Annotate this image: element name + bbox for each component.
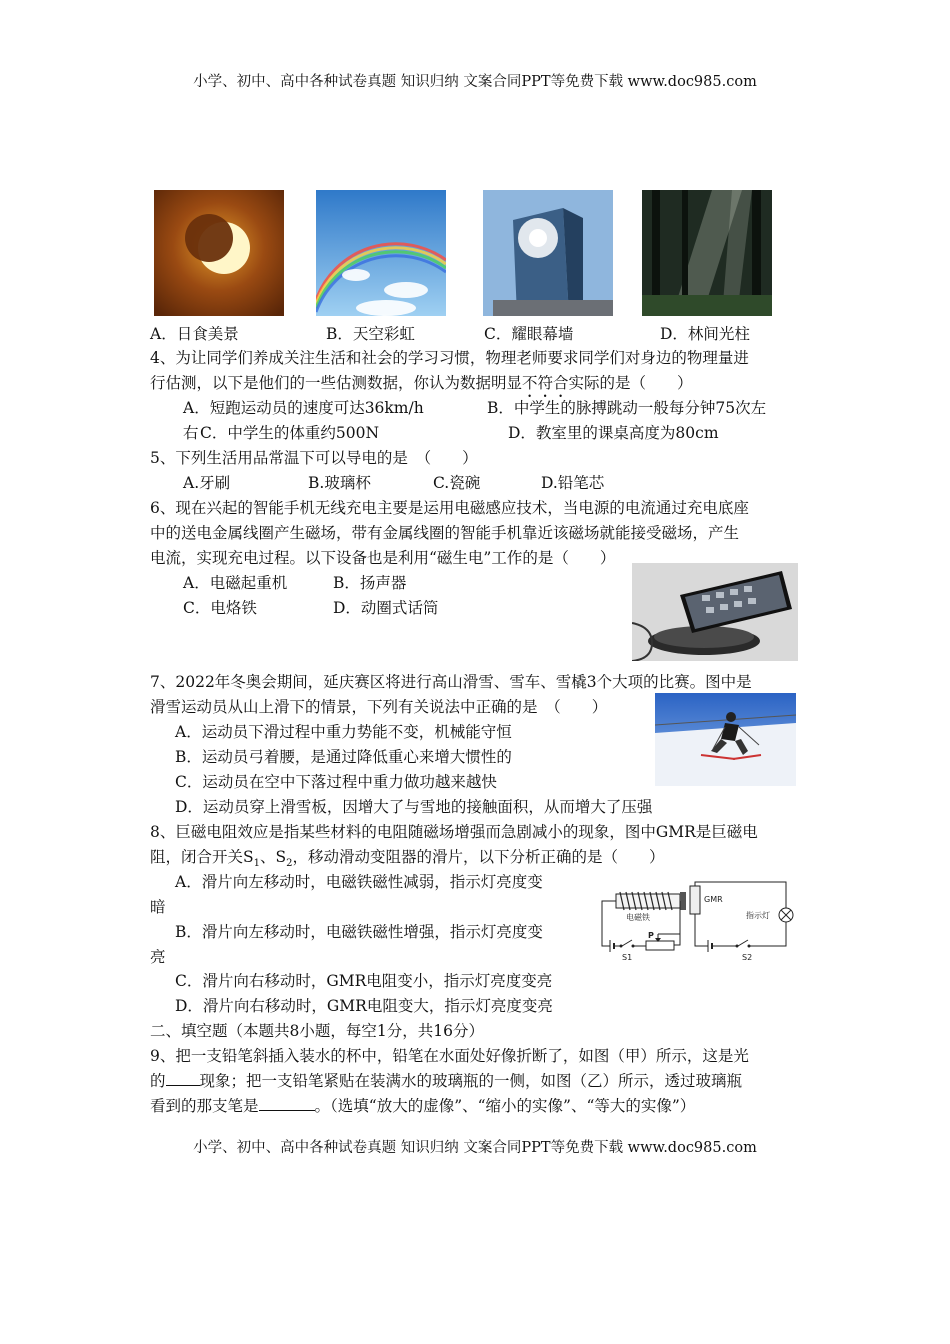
q5-option-d: D.铅笔芯 bbox=[541, 474, 605, 492]
q9-text-a: 的 bbox=[150, 1072, 166, 1090]
q5-option-a: A.牙刷 bbox=[183, 474, 231, 492]
q3-option-d: D．林间光柱 bbox=[660, 325, 750, 343]
q8-stem-line2 bbox=[150, 845, 665, 869]
q8-stem-line1: 8、巨磁电阻效应是指某些材料的电阻随磁场增强而急剧减小的现象，图中GMR是巨磁电 bbox=[150, 823, 758, 841]
slider-p-label: P bbox=[648, 931, 654, 940]
q6-option-b: B．扬声器 bbox=[333, 574, 407, 592]
q8-option-a: A．滑片向左移动时，电磁铁磁性减弱，指示灯亮度变 bbox=[175, 873, 543, 891]
s2-label: S2 bbox=[742, 953, 753, 962]
q6-option-a: A．电磁起重机 bbox=[183, 574, 288, 592]
q6-stem-line2: 中的送电金属线圈产生磁场，带有金属线圈的智能手机靠近该磁场就能接受磁场，产生 bbox=[150, 524, 740, 542]
q9-stem-line2 bbox=[150, 1069, 742, 1091]
q7-stem-line2: 滑雪运动员从山上滑下的情景，下列有关说法中正确的是 （ ） bbox=[150, 698, 608, 716]
q6-option-c: C．电烙铁 bbox=[183, 599, 257, 617]
q8-option-d: D．滑片向右移动时，GMR电阻变大，指示灯亮度变亮 bbox=[175, 997, 553, 1015]
q9-text-b: 现象；把一支铅笔紧贴在装满水的玻璃瓶的一侧，如图（乙）所示，透过玻璃瓶 bbox=[199, 1072, 743, 1090]
q6-option-d: D．动圈式话筒 bbox=[333, 599, 439, 617]
s1-label: S1 bbox=[622, 953, 633, 962]
q8-stem-text-c: ，移动滑动变阻器的滑片，以下分析正确的是（ ） bbox=[292, 848, 665, 866]
section-2-heading: 二、填空题（本题共8小题，每空1分，共16分） bbox=[150, 1022, 484, 1040]
q3-option-a: A．日食美景 bbox=[150, 325, 239, 343]
q3-option-c: C．耀眼幕墙 bbox=[484, 325, 574, 343]
q8-stem-text-b: 、S bbox=[260, 848, 287, 866]
q7-option-d: D．运动员穿上滑雪板，因增大了与雪地的接触面积，从而增大了压强 bbox=[175, 798, 653, 816]
rainbow-image bbox=[316, 190, 446, 316]
q8-option-b-continuation: 亮 bbox=[150, 948, 166, 966]
q4-option-c: C．中学生的体重约500N bbox=[200, 424, 380, 442]
skier-image bbox=[655, 693, 796, 786]
q8-option-c: C．滑片向右移动时，GMR电阻变小，指示灯亮度变亮 bbox=[175, 972, 553, 990]
q7-option-a: A．运动员下滑过程中重力势能不变，机械能守恒 bbox=[175, 723, 512, 741]
q5-stem: 5、下列生活用品常温下可以导电的是 （ ） bbox=[150, 449, 478, 467]
wireless-charging-phone-image bbox=[632, 563, 798, 661]
q4-option-b-continuation: 右 bbox=[183, 424, 199, 442]
q8-option-b: B．滑片向左移动时，电磁铁磁性增强，指示灯亮度变 bbox=[175, 923, 543, 941]
q5-option-b: B.玻璃杯 bbox=[308, 474, 371, 492]
q4-emphasis-not-match: 不符合 bbox=[522, 374, 569, 392]
page-header: 小学、初中、高中各种试卷真题 知识归纳 文案合同PPT等免费下载 www.doc985.com bbox=[193, 74, 757, 90]
q9-text-d: 。（选填“放大的虚像”、“缩小的实像”、“等大的实像”） bbox=[314, 1097, 696, 1115]
lamp-label: 指示灯 bbox=[746, 911, 770, 920]
q9-blank-1 bbox=[166, 1071, 200, 1086]
q7-stem-line1: 7、2022年冬奥会期间，延庆赛区将进行高山滑雪、雪车、雪橇3个大项的比赛。图中是 bbox=[150, 673, 752, 691]
q9-stem-line1: 9、把一支铅笔斜插入装水的杯中，铅笔在水面处好像折断了，如图（甲）所示，这是光 bbox=[150, 1047, 749, 1065]
gmr-label: GMR bbox=[704, 895, 723, 904]
q4-stem-text-a: 行估测，以下是他们的一些估测数据，你认为数据明显 bbox=[150, 374, 523, 392]
gmr-circuit-diagram bbox=[596, 878, 796, 964]
q8-sub-1: 1 bbox=[253, 858, 260, 870]
electromagnet-label: 电磁铁 bbox=[626, 913, 650, 922]
q5-option-c: C.瓷碗 bbox=[433, 474, 481, 492]
q9-blank-2 bbox=[259, 1096, 315, 1111]
q6-stem-line1: 6、现在兴起的智能手机无线充电主要是运用电磁感应技术，当电源的电流通过充电底座 bbox=[150, 499, 749, 517]
q4-stem-text-b: 实际的是（ ） bbox=[568, 374, 693, 392]
q3-option-b: B．天空彩虹 bbox=[326, 325, 415, 343]
q7-option-b: B．运动员弓着腰，是通过降低重心来增大惯性的 bbox=[175, 748, 512, 766]
q8-stem-text-a: 阻，闭合开关S bbox=[150, 848, 254, 866]
q4-stem-line1: 4、为让同学们养成关注生活和社会的学习习惯，物理老师要求同学们对身边的物理量进 bbox=[150, 349, 749, 367]
q4-option-d: D．教室里的课桌高度为80cm bbox=[508, 424, 719, 442]
glass-curtain-wall-image bbox=[483, 190, 613, 316]
q7-option-c: C．运动员在空中下落过程中重力做功越来越快 bbox=[175, 773, 497, 791]
q9-text-c: 看到的那支笔是 bbox=[150, 1097, 259, 1115]
q4-option-a: A．短跑运动员的速度可达36km/h bbox=[183, 399, 424, 417]
q9-stem-line3 bbox=[150, 1094, 695, 1116]
solar-eclipse-image bbox=[154, 190, 284, 316]
forest-light-beams-image bbox=[642, 190, 772, 316]
q6-stem-line3: 电流，实现充电过程。以下设备也是利用“磁生电”工作的是（ ） bbox=[150, 549, 616, 567]
q8-sub-2: 2 bbox=[286, 858, 293, 870]
page-footer: 小学、初中、高中各种试卷真题 知识归纳 文案合同PPT等免费下载 www.doc985.com bbox=[193, 1140, 757, 1156]
q4-option-b: B．中学生的脉搏跳动一般每分钟75次左 bbox=[487, 399, 767, 417]
q8-option-a-continuation: 暗 bbox=[150, 898, 166, 916]
